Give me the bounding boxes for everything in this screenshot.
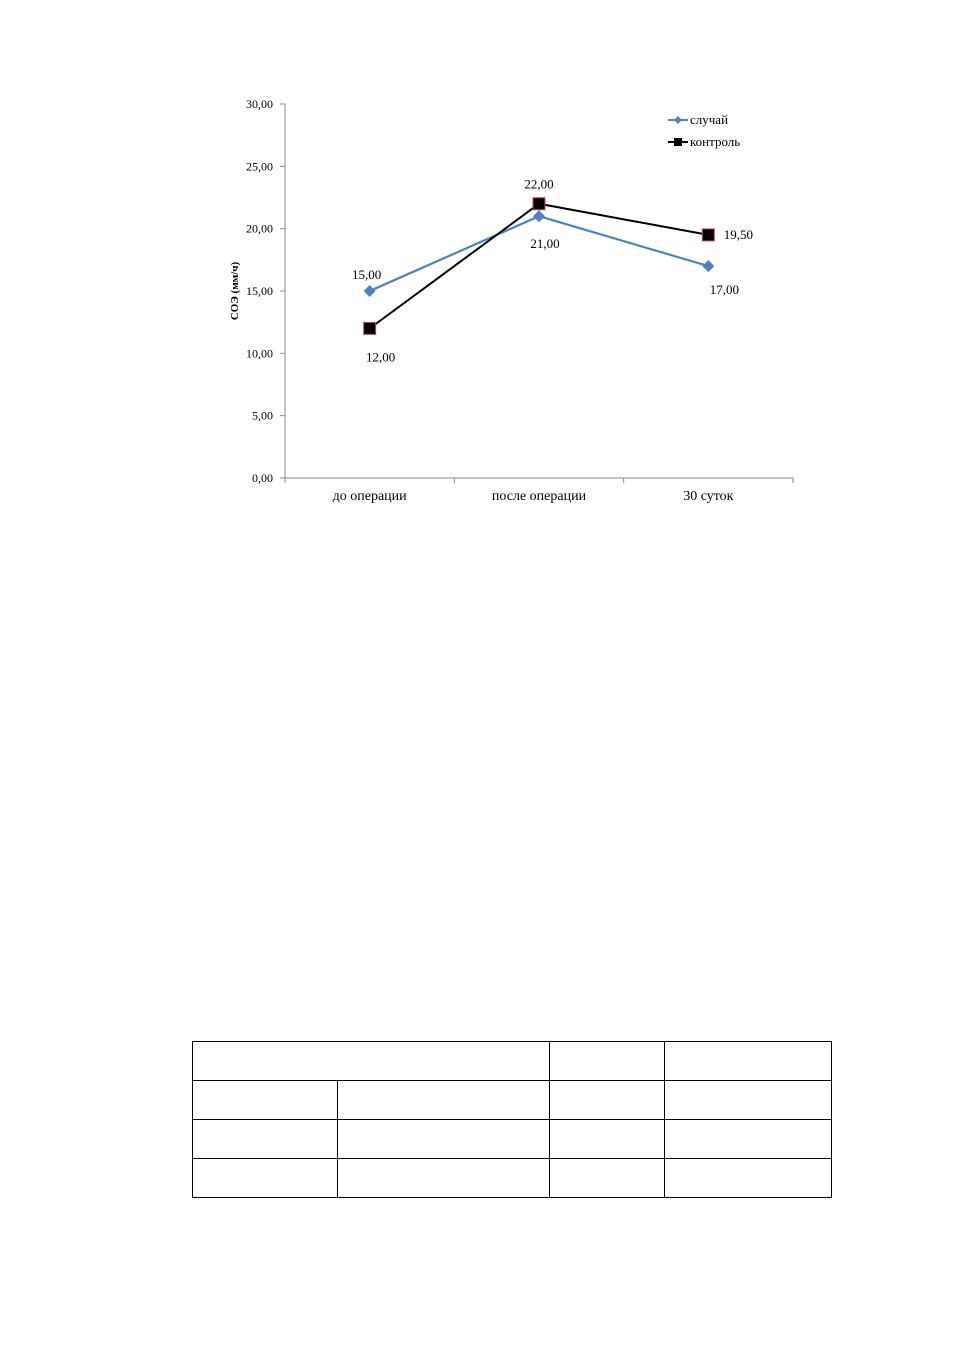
table-cell [193, 1159, 338, 1198]
table-cell [665, 1120, 832, 1159]
x-ticks [285, 478, 793, 504]
table-cell [550, 1042, 665, 1081]
legend-label: контроль [690, 134, 741, 149]
legend-label: случай [690, 112, 729, 127]
table-cell [193, 1042, 550, 1081]
series-kontrol [364, 177, 753, 365]
table-cell [665, 1042, 832, 1081]
y-tick-label: 25,00 [246, 159, 273, 174]
data-label: 19,50 [723, 226, 753, 242]
series-sluchai [352, 210, 739, 297]
x-tick-label: до операции [332, 489, 407, 504]
data-label: 21,00 [530, 236, 560, 252]
data-point-marker [533, 198, 545, 210]
y-tick-label: 10,00 [246, 346, 273, 361]
data-table [192, 1041, 832, 1198]
table-row [193, 1042, 832, 1081]
table-row [193, 1120, 832, 1159]
legend-marker [674, 116, 682, 124]
table-cell [193, 1120, 338, 1159]
x-tick-label: после операции [491, 489, 587, 504]
series-line [370, 216, 709, 291]
y-tick-label: 20,00 [246, 221, 273, 236]
table-row [193, 1159, 832, 1198]
y-tick-label: 30,00 [246, 97, 273, 111]
table-cell [665, 1159, 832, 1198]
y-ticks [246, 97, 285, 485]
table-cell [193, 1081, 338, 1120]
series-line [370, 204, 709, 329]
y-tick-label: 15,00 [246, 284, 273, 298]
y-tick-label: 0,00 [252, 471, 273, 485]
table-cell [550, 1159, 665, 1198]
table-cell [550, 1081, 665, 1120]
table-cell [338, 1159, 550, 1198]
legend [668, 112, 740, 149]
data-label: 12,00 [366, 349, 396, 365]
series-layer [352, 177, 753, 365]
data-point-marker [533, 210, 545, 222]
data-point-marker [702, 229, 714, 241]
data-label: 15,00 [352, 267, 382, 282]
data-point-marker [364, 322, 376, 334]
table-cell [665, 1081, 832, 1120]
data-point-marker [364, 285, 376, 297]
line-chart [0, 0, 954, 560]
y-axis-label: СОЭ (мм/ч) [229, 261, 241, 321]
table-cell [550, 1120, 665, 1159]
table-cell [338, 1081, 550, 1120]
legend-marker [674, 138, 682, 146]
x-tick-label: 30 суток [683, 489, 734, 504]
table-cell [338, 1120, 550, 1159]
data-point-marker [702, 260, 714, 272]
data-label: 22,00 [524, 176, 554, 192]
y-tick-label: 5,00 [252, 408, 273, 423]
data-label: 17,00 [709, 282, 739, 298]
table-row [193, 1081, 832, 1120]
